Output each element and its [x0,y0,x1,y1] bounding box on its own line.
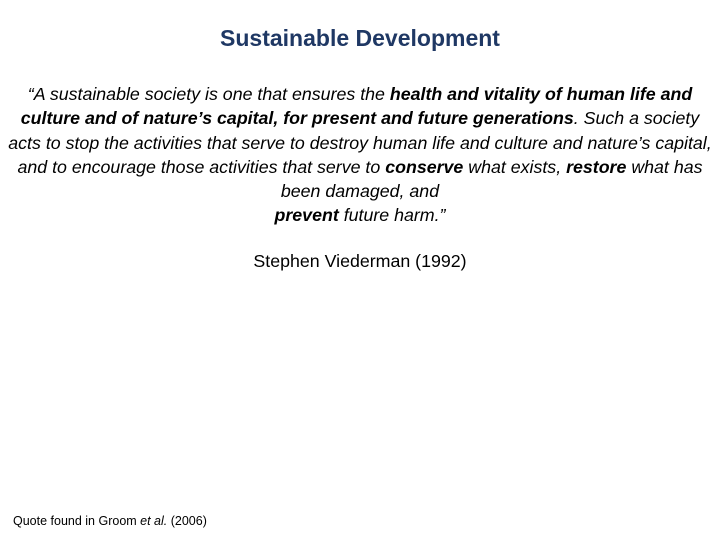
quote-segment: future harm.” [338,205,446,226]
quote-text [4,82,716,228]
quote-emphasis-restore: restore [566,156,627,177]
slide-title: Sustainable Development [220,25,500,51]
quote-emphasis-health: health and vitality of human life and culture and of nature’s capital, for present and future generations [20,84,693,129]
quote-segment: what has been damaged, and [280,156,703,202]
quote-attribution: Stephen Viederman (1992) [253,251,467,271]
footnote-prefix: Quote found in Groom [13,514,141,528]
quote-emphasis-prevent: prevent [274,205,339,226]
footnote-etal: et al. [140,514,168,528]
quote-segment: . Such a society acts to stop the activities that serve to destroy human life and culture and nature’s capital, and to encourage those activities that serve to [8,108,712,177]
footnote-suffix: (2006) [167,514,207,528]
footnote-source [13,514,207,528]
quote-segment: what exists, [463,156,567,177]
quote-segment: “A sustainable society is one that ensures the [27,84,390,104]
quote-emphasis-conserve: conserve [385,156,464,177]
